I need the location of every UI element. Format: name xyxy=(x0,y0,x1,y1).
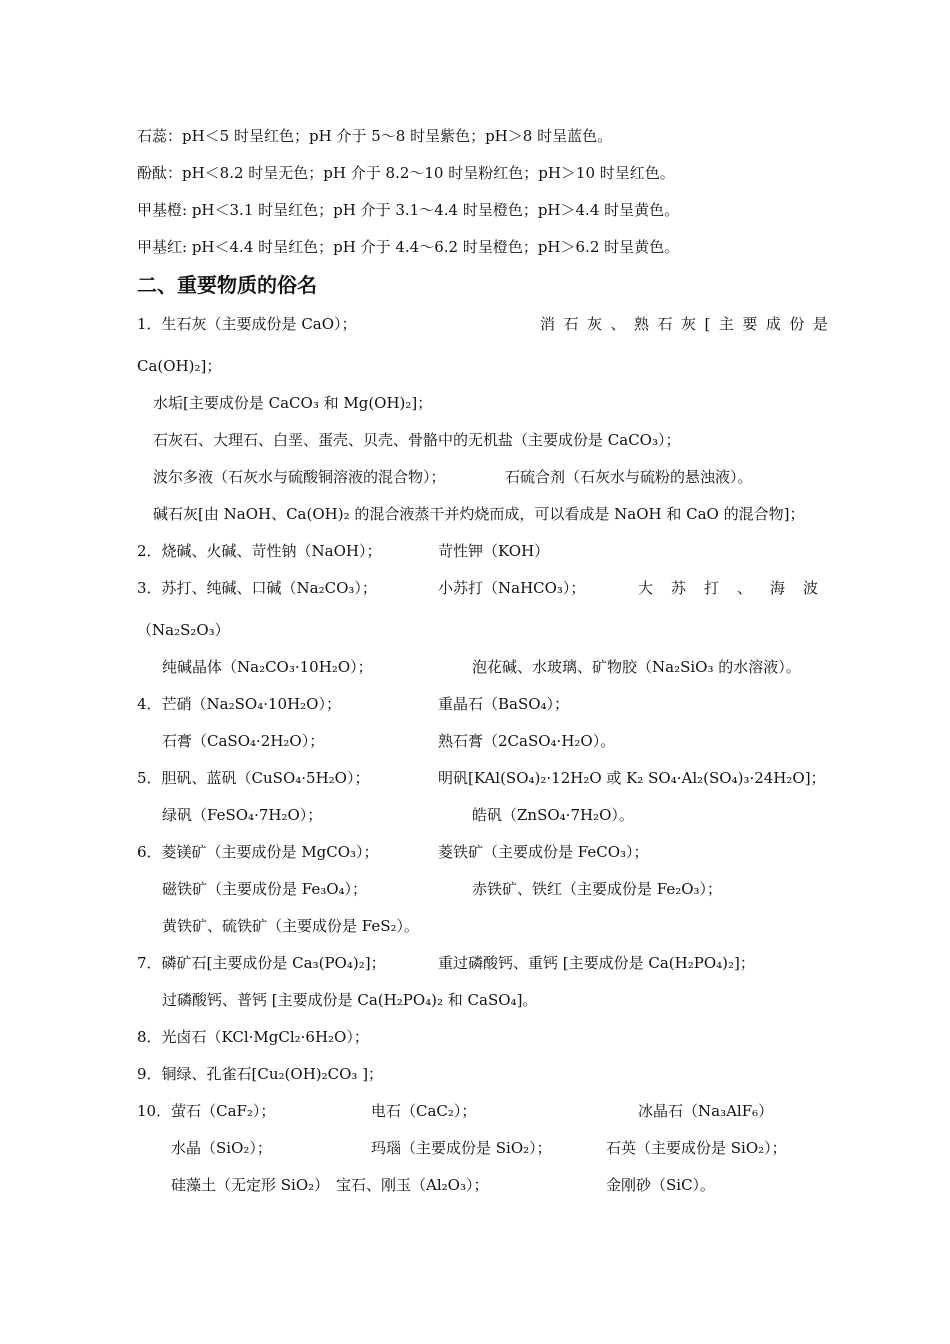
item-3a: 3．苏打、纯碱、口碱（Na₂CO₃）； xyxy=(137,579,377,597)
item-3d: （Na₂S₂O₃） xyxy=(137,621,230,639)
item-2b: 苛性钾（KOH） xyxy=(438,542,550,560)
item-4a: 4．芒硝（Na₂SO₄·10H₂O）； xyxy=(137,695,341,713)
item-10h: 宝石、刚玉（Al₂O₃）； xyxy=(336,1176,489,1194)
item-10i: 金刚砂（SiC）。 xyxy=(606,1176,716,1194)
indicator-litmus: 石蕊：pH＜5 时呈红色；pH 介于 5～8 时呈紫色；pH＞8 时呈蓝色。 xyxy=(137,127,613,145)
item-5a: 5．胆矾、蓝矾（CuSO₄·5H₂O）； xyxy=(137,769,370,787)
indicator-methyl-orange: 甲基橙: pH＜3.1 时呈红色；pH 介于 3.1～4.4 时呈橙色；pH＞4.4 时呈黄色。 xyxy=(137,201,680,219)
indicator-phenolphthalein: 酚酞：pH＜8.2 时呈无色；pH 介于 8.2～10 时呈粉红色；pH＞10 时呈红色。 xyxy=(137,164,675,182)
item-1c: Ca(OH)₂]； xyxy=(137,357,222,375)
item-1h: 碱石灰[由 NaOH、Ca(OH)₂ 的混合液蒸干并灼烧而成，可以看成是 NaOH 和 CaO 的混合物]； xyxy=(153,505,805,523)
item-1g: 石硫合剂（石灰水与硫粉的悬浊液）。 xyxy=(505,468,753,486)
item-10c: 冰晶石（Na₃AlF₆） xyxy=(638,1102,774,1120)
item-3e: 纯碱晶体（Na₂CO₃·10H₂O）； xyxy=(162,658,373,676)
item-10b: 电石（CaC₂）； xyxy=(371,1102,477,1120)
item-7c: 过磷酸钙、普钙 [主要成份是 Ca(H₂PO₄)₂ 和 CaSO₄]。 xyxy=(162,991,538,1009)
item-10a: 10．萤石（CaF₂）； xyxy=(137,1102,276,1120)
item-4c: 石膏（CaSO₄·2H₂O）； xyxy=(162,732,325,750)
item-5b: 明矾[KAl(SO₄)₂·12H₂O 或 K₂ SO₄·Al₂(SO₄)₃·24H₂O]； xyxy=(438,769,826,787)
item-6c: 磁铁矿（主要成份是 Fe₃O₄）； xyxy=(162,880,368,898)
item-1e: 石灰石、大理石、白垩、蛋壳、贝壳、骨骼中的无机盐（主要成份是 CaCO₃）； xyxy=(153,431,681,449)
item-10f: 石英（主要成份是 SiO₂）； xyxy=(606,1139,787,1157)
item-1b: 消石灰、熟石灰[主要成份是 xyxy=(540,315,837,333)
item-1d: 水垢[主要成份是 CaCO₃ 和 Mg(OH)₂]； xyxy=(153,394,433,412)
item-10g: 硅藻土（无定形 SiO₂） xyxy=(171,1176,330,1194)
item-9: 9．铜绿、孔雀石[Cu₂(OH)₂CO₃ ]； xyxy=(137,1065,384,1083)
item-5c: 绿矾（FeSO₄·7H₂O）； xyxy=(162,806,323,824)
item-3f: 泡花碱、水玻璃、矿物胶（Na₂SiO₃ 的水溶液）。 xyxy=(472,658,801,676)
item-7b: 重过磷酸钙、重钙 [主要成份是 Ca(H₂PO₄)₂]； xyxy=(438,954,755,972)
item-6e: 黄铁矿、硫铁矿（主要成份是 FeS₂）。 xyxy=(162,917,420,935)
item-6b: 菱铁矿（主要成份是 FeCO₃）； xyxy=(438,843,649,861)
item-1f: 波尔多液（石灰水与硫酸铜溶液的混合物）； xyxy=(153,468,446,486)
item-4d: 熟石膏（2CaSO₄·H₂O）。 xyxy=(438,732,616,750)
item-7a: 7．磷矿石[主要成份是 Ca₃(PO₄)₂]； xyxy=(137,954,386,972)
section-heading: 二、重要物质的俗名 xyxy=(137,273,317,297)
item-2a: 2．烧碱、火碱、苛性钠（NaOH）； xyxy=(137,542,382,560)
item-5d: 皓矾（ZnSO₄·7H₂O）。 xyxy=(472,806,634,824)
item-10e: 玛瑙（主要成份是 SiO₂）； xyxy=(371,1139,552,1157)
item-3c: 大苏打、海波 xyxy=(638,579,837,597)
item-3b: 小苏打（NaHCO₃）； xyxy=(438,579,586,597)
item-8: 8．光卤石（KCl·MgCl₂·6H₂O）； xyxy=(137,1028,369,1046)
item-6d: 赤铁矿、铁红（主要成份是 Fe₂O₃）； xyxy=(472,880,723,898)
item-10d: 水晶（SiO₂）； xyxy=(171,1139,272,1157)
item-6a: 6．菱镁矿（主要成份是 MgCO₃）； xyxy=(137,843,379,861)
item-4b: 重晶石（BaSO₄）； xyxy=(438,695,570,713)
indicator-methyl-red: 甲基红: pH＜4.4 时呈红色；pH 介于 4.4～6.2 时呈橙色；pH＞6.2 时呈黄色。 xyxy=(137,238,680,256)
item-1a: 1．生石灰（主要成份是 CaO）； xyxy=(137,315,357,333)
